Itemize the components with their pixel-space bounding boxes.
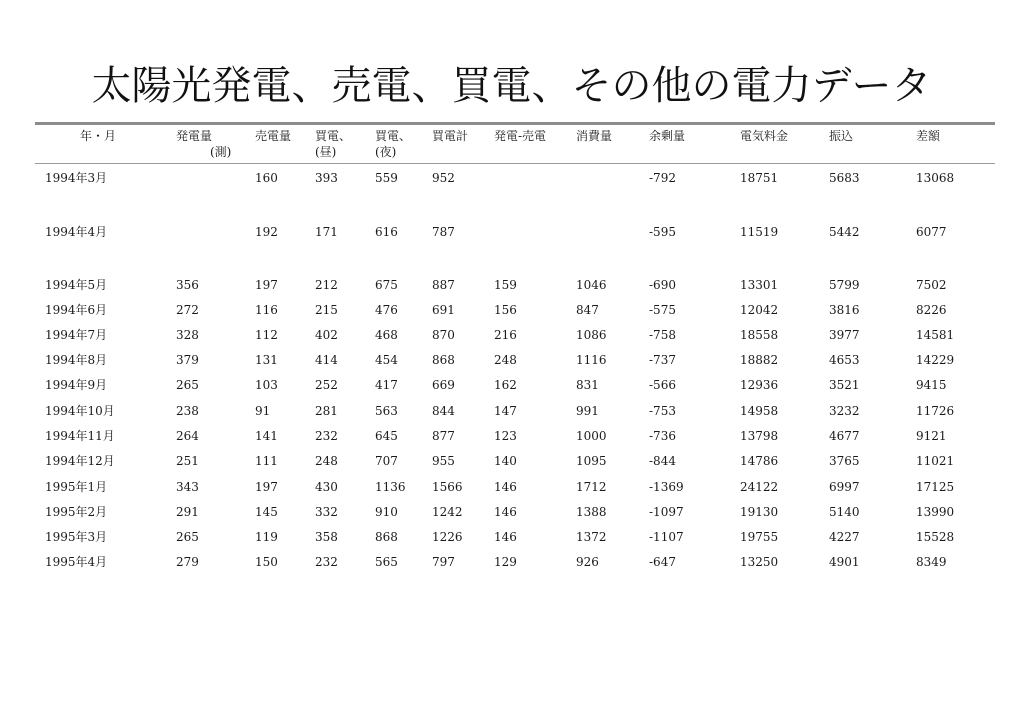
header-top-rule [35,122,995,125]
table-cell: 17125 [916,480,955,494]
table-cell: 3232 [829,404,860,418]
table-cell: 14786 [740,454,779,468]
table-cell: 1242 [432,505,463,519]
table-cell: 112 [255,328,278,342]
table-cell: 563 [375,404,398,418]
table-cell: -753 [649,404,676,418]
table-cell: 3765 [829,454,860,468]
row-month-cell: 1994年3月 [45,171,108,185]
table-cell: 18751 [740,171,779,185]
table-cell: 150 [255,555,278,569]
column-header-sub: (夜) [375,145,397,159]
table-cell: 156 [494,303,517,317]
table-cell: 116 [255,303,278,317]
table-cell: 238 [176,404,199,418]
table-cell: 417 [375,378,398,392]
table-cell: 3521 [829,378,860,392]
row-month-cell: 1995年2月 [45,505,108,519]
table-cell: 12936 [740,378,779,392]
table-cell: 991 [576,404,599,418]
table-cell: 103 [255,378,278,392]
table-cell: 18882 [740,353,779,367]
table-cell: -844 [649,454,676,468]
table-cell: 19130 [740,505,779,519]
table-cell: 3977 [829,328,860,342]
table-cell: 140 [494,454,517,468]
table-cell: 145 [255,505,278,519]
table-cell: 7502 [916,278,947,292]
table-cell: 6077 [916,225,947,239]
table-cell: 332 [315,505,338,519]
table-cell: 159 [494,278,517,292]
table-cell: 146 [494,530,517,544]
table-cell: 291 [176,505,199,519]
table-cell: 162 [494,378,517,392]
table-cell: 264 [176,429,199,443]
table-cell: 1116 [576,353,607,367]
table-cell: 248 [315,454,338,468]
row-month-cell: 1995年1月 [45,480,108,494]
table-cell: 279 [176,555,199,569]
table-cell: 559 [375,171,398,185]
table-cell: -736 [649,429,676,443]
table-cell: 141 [255,429,278,443]
table-cell: 4901 [829,555,860,569]
table-cell: 3816 [829,303,860,317]
table-cell: 5683 [829,171,860,185]
table-cell: 119 [255,530,278,544]
column-header: 余剰量 [649,129,686,143]
table-cell: 414 [315,353,338,367]
table-cell: 476 [375,303,398,317]
table-cell: 1388 [576,505,607,519]
table-cell: 955 [432,454,455,468]
table-cell: 197 [255,278,278,292]
table-cell: 265 [176,378,199,392]
table-cell: 24122 [740,480,779,494]
column-header: 差額 [916,129,941,143]
table-cell: 393 [315,171,338,185]
table-cell: 212 [315,278,338,292]
table-cell: 691 [432,303,455,317]
table-cell: 844 [432,404,455,418]
column-header: 買電計 [432,129,469,143]
column-header: 年・月 [80,129,117,143]
table-cell: 197 [255,480,278,494]
column-header: 買電、 [375,129,412,143]
table-cell: 328 [176,328,199,342]
table-cell: 131 [255,353,278,367]
table-cell: 868 [432,353,455,367]
table-cell: 4653 [829,353,860,367]
table-cell: 265 [176,530,199,544]
table-cell: 6997 [829,480,860,494]
table-cell: -566 [649,378,676,392]
row-month-cell: 1994年8月 [45,353,108,367]
table-cell: 160 [255,171,278,185]
table-cell: 797 [432,555,455,569]
column-header: 売電量 [255,129,292,143]
table-cell: 5442 [829,225,860,239]
header-bottom-rule [35,163,995,164]
table-cell: 11519 [740,225,779,239]
table-cell: 18558 [740,328,779,342]
row-month-cell: 1994年7月 [45,328,108,342]
row-month-cell: 1995年4月 [45,555,108,569]
table-cell: 1046 [576,278,607,292]
table-cell: 8226 [916,303,947,317]
table-cell: 1136 [375,480,406,494]
table-cell: 468 [375,328,398,342]
table-cell: 669 [432,378,455,392]
column-header: 発電量 [176,129,213,143]
table-cell: 147 [494,404,517,418]
table-cell: 358 [315,530,338,544]
table-cell: 146 [494,505,517,519]
table-cell: -1369 [649,480,684,494]
table-cell: 675 [375,278,398,292]
table-cell: 847 [576,303,599,317]
table-cell: 870 [432,328,455,342]
table-cell: 13301 [740,278,779,292]
table-cell: 12042 [740,303,779,317]
table-cell: 13068 [916,171,955,185]
table-cell: 379 [176,353,199,367]
table-cell: 343 [176,480,199,494]
table-cell: 787 [432,225,455,239]
table-cell: 13990 [916,505,955,519]
table-cell: 252 [315,378,338,392]
table-cell: -647 [649,555,676,569]
row-month-cell: 1994年5月 [45,278,108,292]
table-cell: 13798 [740,429,779,443]
table-cell: 192 [255,225,278,239]
column-header-sub: (昼) [315,145,337,159]
table-cell: 14958 [740,404,779,418]
table-cell: 926 [576,555,599,569]
table-cell: 248 [494,353,517,367]
table-cell: -1097 [649,505,684,519]
table-cell: 565 [375,555,398,569]
page-title: 太陽光発電、売電、買電、その他の電力データ [91,63,932,109]
table-cell: 171 [315,225,338,239]
table-cell: 251 [176,454,199,468]
column-header: 電気料金 [740,129,789,143]
table-cell: 910 [375,505,398,519]
table-cell: 1372 [576,530,607,544]
table-cell: 9415 [916,378,947,392]
column-header: 消費量 [576,129,613,143]
table-cell: -575 [649,303,676,317]
table-cell: 91 [255,404,271,418]
table-cell: -792 [649,171,676,185]
table-cell: 1000 [576,429,607,443]
table-cell: 5140 [829,505,860,519]
table-cell: 877 [432,429,455,443]
table-cell: 129 [494,555,517,569]
table-cell: -758 [649,328,676,342]
row-month-cell: 1994年9月 [45,378,108,392]
table-cell: 454 [375,353,398,367]
table-cell: 402 [315,328,338,342]
table-cell: 14581 [916,328,955,342]
table-cell: 1086 [576,328,607,342]
table-cell: 4227 [829,530,860,544]
table-cell: 9121 [916,429,947,443]
column-header: 振込 [829,129,854,143]
table-cell: 123 [494,429,517,443]
table-cell: 952 [432,171,455,185]
table-cell: 232 [315,429,338,443]
table-cell: -737 [649,353,676,367]
table-cell: -595 [649,225,676,239]
table-cell: 11726 [916,404,955,418]
table-cell: -1107 [649,530,684,544]
table-cell: 1566 [432,480,463,494]
table-cell: 11021 [916,454,955,468]
table-cell: 1712 [576,480,607,494]
table-cell: 868 [375,530,398,544]
column-header-sub: (測) [210,145,232,159]
table-cell: 831 [576,378,599,392]
table-cell: 15528 [916,530,955,544]
table-cell: 887 [432,278,455,292]
column-header: 発電-売電 [494,129,547,143]
table-cell: 215 [315,303,338,317]
table-cell: 4677 [829,429,860,443]
table-cell: 19755 [740,530,779,544]
table-cell: 616 [375,225,398,239]
row-month-cell: 1994年6月 [45,303,108,317]
table-cell: 14229 [916,353,955,367]
table-cell: 8349 [916,555,947,569]
table-cell: 645 [375,429,398,443]
row-month-cell: 1994年11月 [45,429,115,443]
table-cell: 1095 [576,454,607,468]
table-cell: 707 [375,454,398,468]
table-cell: 281 [315,404,338,418]
table-cell: 232 [315,555,338,569]
table-cell: 430 [315,480,338,494]
table-cell: 356 [176,278,199,292]
table-cell: 111 [255,454,278,468]
table-cell: 216 [494,328,517,342]
table-cell: 146 [494,480,517,494]
row-month-cell: 1995年3月 [45,530,108,544]
row-month-cell: 1994年4月 [45,225,108,239]
table-cell: 272 [176,303,199,317]
table-cell: 13250 [740,555,779,569]
row-month-cell: 1994年12月 [45,454,115,468]
row-month-cell: 1994年10月 [45,404,115,418]
table-cell: 5799 [829,278,860,292]
table-cell: -690 [649,278,676,292]
column-header: 買電、 [315,129,352,143]
table-cell: 1226 [432,530,463,544]
